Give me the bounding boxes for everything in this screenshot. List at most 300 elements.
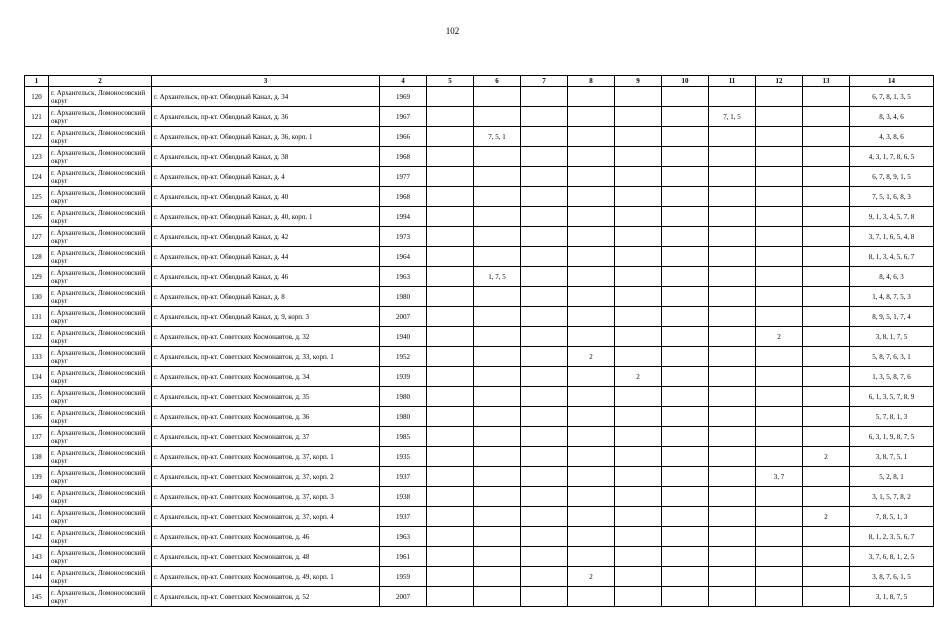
col13-cell: [803, 527, 850, 547]
col9-cell: [615, 207, 662, 227]
address-cell: г. Архангельск, пр-кт. Советских Космонавтов, д. 37, корп. 1: [152, 447, 380, 467]
col12-cell: [756, 127, 803, 147]
col9-cell: [615, 527, 662, 547]
col7-cell: [521, 507, 568, 527]
col6-cell: [474, 507, 521, 527]
table-row: [25, 407, 934, 427]
col7-cell: [521, 367, 568, 387]
column-header: 4: [380, 76, 427, 87]
table-row: [25, 307, 934, 327]
address-cell: г. Архангельск, пр-кт. Советских Космонавтов, д. 48: [152, 547, 380, 567]
year-cell: 1977: [380, 167, 427, 187]
col5-cell: [427, 447, 474, 467]
year-cell: 1938: [380, 487, 427, 507]
col10-cell: [662, 187, 709, 207]
col10-cell: [662, 247, 709, 267]
address-cell: г. Архангельск, пр-кт. Обводный Канал, д. 38: [152, 147, 380, 167]
address-cell: г. Архангельск, пр-кт. Советских Космонавтов, д. 35: [152, 387, 380, 407]
col8-cell: [568, 387, 615, 407]
col8-cell: [568, 107, 615, 127]
address-cell: г. Архангельск, пр-кт. Обводный Канал, д. 44: [152, 247, 380, 267]
col5-cell: [427, 507, 474, 527]
col5-cell: [427, 387, 474, 407]
table-row: [25, 447, 934, 467]
row-number-cell: 138: [25, 447, 49, 467]
col7-cell: [521, 427, 568, 447]
municipality-cell: г. Архангельск, Ломоносовский округ: [49, 147, 152, 167]
col13-cell: [803, 467, 850, 487]
col14-cell: 3, 8, 7, 5, 1: [850, 447, 934, 467]
col10-cell: [662, 307, 709, 327]
col10-cell: [662, 147, 709, 167]
municipality-cell: г. Архангельск, Ломоносовский округ: [49, 127, 152, 147]
col14-cell: 5, 7, 8, 1, 3: [850, 407, 934, 427]
year-cell: 1966: [380, 127, 427, 147]
col10-cell: [662, 427, 709, 447]
col8-cell: [568, 147, 615, 167]
col12-cell: [756, 547, 803, 567]
col13-cell: [803, 187, 850, 207]
col13-cell: [803, 127, 850, 147]
col8-cell: [568, 307, 615, 327]
col14-cell: 8, 1, 3, 4, 5, 6, 7: [850, 247, 934, 267]
column-header: 8: [568, 76, 615, 87]
address-cell: г. Архангельск, пр-кт. Советских Космонавтов, д. 33, корп. 1: [152, 347, 380, 367]
col5-cell: [427, 347, 474, 367]
table-row: [25, 547, 934, 567]
col13-cell: 2: [803, 507, 850, 527]
col8-cell: 2: [568, 347, 615, 367]
col5-cell: [427, 267, 474, 287]
col7-cell: [521, 187, 568, 207]
col12-cell: 3, 7: [756, 467, 803, 487]
municipality-cell: г. Архангельск, Ломоносовский округ: [49, 347, 152, 367]
col5-cell: [427, 207, 474, 227]
table-row: [25, 427, 934, 447]
municipality-cell: г. Архангельск, Ломоносовский округ: [49, 327, 152, 347]
col5-cell: [427, 227, 474, 247]
col10-cell: [662, 527, 709, 547]
table-row: [25, 247, 934, 267]
municipality-cell: г. Архангельск, Ломоносовский округ: [49, 547, 152, 567]
address-cell: г. Архангельск, пр-кт. Обводный Канал, д. 42: [152, 227, 380, 247]
col8-cell: [568, 327, 615, 347]
table-row: [25, 207, 934, 227]
col8-cell: [568, 427, 615, 447]
col11-cell: [709, 87, 756, 107]
table-row: [25, 187, 934, 207]
col5-cell: [427, 147, 474, 167]
col6-cell: [474, 327, 521, 347]
col13-cell: [803, 247, 850, 267]
col6-cell: [474, 187, 521, 207]
col12-cell: [756, 207, 803, 227]
municipality-cell: г. Архангельск, Ломоносовский округ: [49, 427, 152, 447]
col8-cell: [568, 227, 615, 247]
col7-cell: [521, 387, 568, 407]
year-cell: 1994: [380, 207, 427, 227]
row-number-cell: 145: [25, 587, 49, 607]
col8-cell: 2: [568, 567, 615, 587]
col12-cell: [756, 107, 803, 127]
col9-cell: [615, 327, 662, 347]
year-cell: 1985: [380, 427, 427, 447]
address-cell: г. Архангельск, пр-кт. Обводный Канал, д. 40, корп. 1: [152, 207, 380, 227]
col13-cell: [803, 287, 850, 307]
col14-cell: 5, 8, 7, 6, 3, 1: [850, 347, 934, 367]
col5-cell: [427, 127, 474, 147]
col12-cell: [756, 527, 803, 547]
row-number-cell: 134: [25, 367, 49, 387]
col10-cell: [662, 287, 709, 307]
col9-cell: [615, 507, 662, 527]
table-row: [25, 347, 934, 367]
year-cell: 1968: [380, 187, 427, 207]
col9-cell: [615, 567, 662, 587]
col14-cell: 9, 1, 3, 4, 5, 7, 8: [850, 207, 934, 227]
year-cell: 2007: [380, 587, 427, 607]
row-number-cell: 126: [25, 207, 49, 227]
address-cell: г. Архангельск, пр-кт. Советских Космонавтов, д. 34: [152, 367, 380, 387]
col10-cell: [662, 387, 709, 407]
col6-cell: [474, 147, 521, 167]
col11-cell: [709, 327, 756, 347]
col8-cell: [568, 507, 615, 527]
col14-cell: 1, 3, 5, 8, 7, 6: [850, 367, 934, 387]
col11-cell: [709, 587, 756, 607]
col9-cell: 2: [615, 367, 662, 387]
col14-cell: 8, 1, 2, 3, 5, 6, 7: [850, 527, 934, 547]
col14-cell: 6, 7, 8, 9, 1, 5: [850, 167, 934, 187]
col10-cell: [662, 467, 709, 487]
col10-cell: [662, 267, 709, 287]
col7-cell: [521, 447, 568, 467]
col9-cell: [615, 287, 662, 307]
col7-cell: [521, 587, 568, 607]
row-number-cell: 121: [25, 107, 49, 127]
municipality-cell: г. Архангельск, Ломоносовский округ: [49, 207, 152, 227]
col13-cell: [803, 367, 850, 387]
col8-cell: [568, 267, 615, 287]
year-cell: 1980: [380, 287, 427, 307]
col11-cell: [709, 547, 756, 567]
col12-cell: [756, 227, 803, 247]
municipality-cell: г. Архангельск, Ломоносовский округ: [49, 187, 152, 207]
column-header: 11: [709, 76, 756, 87]
col5-cell: [427, 247, 474, 267]
col7-cell: [521, 87, 568, 107]
col14-cell: 5, 2, 8, 1: [850, 467, 934, 487]
address-cell: г. Архангельск, пр-кт. Обводный Канал, д. 4: [152, 167, 380, 187]
col7-cell: [521, 107, 568, 127]
col12-cell: [756, 367, 803, 387]
col7-cell: [521, 327, 568, 347]
col10-cell: [662, 167, 709, 187]
col11-cell: [709, 427, 756, 447]
col7-cell: [521, 347, 568, 367]
col7-cell: [521, 147, 568, 167]
column-header: 7: [521, 76, 568, 87]
municipality-cell: г. Архангельск, Ломоносовский округ: [49, 407, 152, 427]
col5-cell: [427, 587, 474, 607]
municipality-cell: г. Архангельск, Ломоносовский округ: [49, 87, 152, 107]
col13-cell: [803, 107, 850, 127]
address-cell: г. Архангельск, пр-кт. Советских Космонавтов, д. 37, корп. 3: [152, 487, 380, 507]
col13-cell: [803, 387, 850, 407]
row-number-cell: 133: [25, 347, 49, 367]
col10-cell: [662, 547, 709, 567]
address-cell: г. Архангельск, пр-кт. Советских Космонавтов, д. 46: [152, 527, 380, 547]
col12-cell: [756, 427, 803, 447]
year-cell: 1952: [380, 347, 427, 367]
col14-cell: 3, 8, 7, 6, 1, 5: [850, 567, 934, 587]
col13-cell: [803, 587, 850, 607]
col13-cell: [803, 207, 850, 227]
col9-cell: [615, 187, 662, 207]
col14-cell: 8, 3, 4, 6: [850, 107, 934, 127]
col12-cell: [756, 407, 803, 427]
table-row: [25, 507, 934, 527]
col7-cell: [521, 227, 568, 247]
col6-cell: [474, 247, 521, 267]
municipality-cell: г. Архангельск, Ломоносовский округ: [49, 487, 152, 507]
col9-cell: [615, 247, 662, 267]
row-number-cell: 135: [25, 387, 49, 407]
address-cell: г. Архангельск, пр-кт. Обводный Канал, д. 8: [152, 287, 380, 307]
address-cell: г. Архангельск, пр-кт. Советских Космонавтов, д. 37, корп. 4: [152, 507, 380, 527]
col5-cell: [427, 367, 474, 387]
col9-cell: [615, 547, 662, 567]
row-number-cell: 142: [25, 527, 49, 547]
col5-cell: [427, 107, 474, 127]
col5-cell: [427, 427, 474, 447]
col6-cell: [474, 107, 521, 127]
col11-cell: [709, 247, 756, 267]
col7-cell: [521, 527, 568, 547]
col14-cell: 4, 3, 8, 6: [850, 127, 934, 147]
year-cell: 1967: [380, 107, 427, 127]
column-header: 14: [850, 76, 934, 87]
year-cell: 1980: [380, 407, 427, 427]
col11-cell: [709, 207, 756, 227]
municipality-cell: г. Архангельск, Ломоносовский округ: [49, 367, 152, 387]
row-number-cell: 127: [25, 227, 49, 247]
col9-cell: [615, 227, 662, 247]
col9-cell: [615, 347, 662, 367]
col11-cell: [709, 467, 756, 487]
col13-cell: [803, 327, 850, 347]
col7-cell: [521, 487, 568, 507]
address-cell: г. Архангельск, пр-кт. Советских Космонавтов, д. 37: [152, 427, 380, 447]
col7-cell: [521, 207, 568, 227]
row-number-cell: 132: [25, 327, 49, 347]
col8-cell: [568, 87, 615, 107]
col11-cell: [709, 567, 756, 587]
table-row: [25, 567, 934, 587]
municipality-cell: г. Архангельск, Ломоносовский округ: [49, 567, 152, 587]
col6-cell: [474, 287, 521, 307]
col9-cell: [615, 447, 662, 467]
col11-cell: [709, 227, 756, 247]
year-cell: 1939: [380, 367, 427, 387]
col13-cell: [803, 547, 850, 567]
row-number-cell: 143: [25, 547, 49, 567]
column-header: 3: [152, 76, 380, 87]
col10-cell: [662, 107, 709, 127]
row-number-cell: 130: [25, 287, 49, 307]
table-row: [25, 327, 934, 347]
col5-cell: [427, 307, 474, 327]
col13-cell: [803, 267, 850, 287]
col8-cell: [568, 547, 615, 567]
col11-cell: [709, 387, 756, 407]
table-row: [25, 167, 934, 187]
address-cell: г. Архангельск, пр-кт. Обводный Канал, д. 34: [152, 87, 380, 107]
col7-cell: [521, 547, 568, 567]
col10-cell: [662, 447, 709, 467]
year-cell: 1963: [380, 527, 427, 547]
col5-cell: [427, 87, 474, 107]
col11-cell: [709, 407, 756, 427]
col6-cell: [474, 167, 521, 187]
year-cell: 1973: [380, 227, 427, 247]
address-cell: г. Архангельск, пр-кт. Советских Космонавтов, д. 32: [152, 327, 380, 347]
table-row: [25, 267, 934, 287]
year-cell: 1963: [380, 267, 427, 287]
table-row: [25, 287, 934, 307]
col5-cell: [427, 487, 474, 507]
address-cell: г. Архангельск, пр-кт. Советских Космонавтов, д. 37, корп. 2: [152, 467, 380, 487]
col7-cell: [521, 307, 568, 327]
col10-cell: [662, 487, 709, 507]
column-header: 13: [803, 76, 850, 87]
col9-cell: [615, 147, 662, 167]
row-number-cell: 137: [25, 427, 49, 447]
row-number-cell: 141: [25, 507, 49, 527]
col14-cell: 6, 3, 1, 9, 8, 7, 5: [850, 427, 934, 447]
year-cell: 1969: [380, 87, 427, 107]
col5-cell: [427, 287, 474, 307]
col6-cell: 1, 7, 5: [474, 267, 521, 287]
col13-cell: [803, 227, 850, 247]
col8-cell: [568, 447, 615, 467]
col6-cell: [474, 427, 521, 447]
col5-cell: [427, 327, 474, 347]
row-number-cell: 136: [25, 407, 49, 427]
column-header: 10: [662, 76, 709, 87]
col12-cell: [756, 247, 803, 267]
table-row: [25, 367, 934, 387]
col6-cell: [474, 227, 521, 247]
column-header: 5: [427, 76, 474, 87]
column-header: 9: [615, 76, 662, 87]
col11-cell: [709, 487, 756, 507]
col6-cell: [474, 87, 521, 107]
col11-cell: [709, 307, 756, 327]
col6-cell: [474, 347, 521, 367]
table-body: [25, 87, 934, 607]
col9-cell: [615, 387, 662, 407]
col6-cell: [474, 387, 521, 407]
col14-cell: 3, 8, 1, 7, 5: [850, 327, 934, 347]
municipality-cell: г. Архангельск, Ломоносовский округ: [49, 527, 152, 547]
row-number-cell: 123: [25, 147, 49, 167]
page-number: 102: [445, 26, 460, 36]
col14-cell: 6, 1, 3, 5, 7, 8, 9: [850, 387, 934, 407]
col6-cell: 7, 5, 1: [474, 127, 521, 147]
col7-cell: [521, 407, 568, 427]
col9-cell: [615, 87, 662, 107]
col12-cell: [756, 347, 803, 367]
col13-cell: [803, 307, 850, 327]
col12-cell: [756, 587, 803, 607]
col6-cell: [474, 307, 521, 327]
col12-cell: [756, 187, 803, 207]
col13-cell: [803, 147, 850, 167]
col8-cell: [568, 367, 615, 387]
row-number-cell: 131: [25, 307, 49, 327]
col8-cell: [568, 587, 615, 607]
column-header: 2: [49, 76, 152, 87]
col9-cell: [615, 307, 662, 327]
municipality-cell: г. Архангельск, Ломоносовский округ: [49, 267, 152, 287]
col5-cell: [427, 167, 474, 187]
col10-cell: [662, 87, 709, 107]
col6-cell: [474, 207, 521, 227]
table-row: [25, 467, 934, 487]
col5-cell: [427, 187, 474, 207]
row-number-cell: 139: [25, 467, 49, 487]
col8-cell: [568, 527, 615, 547]
col11-cell: 7, 1, 5: [709, 107, 756, 127]
col11-cell: [709, 167, 756, 187]
year-cell: 1937: [380, 507, 427, 527]
table-row: [25, 107, 934, 127]
row-number-cell: 144: [25, 567, 49, 587]
municipality-cell: г. Архангельск, Ломоносовский округ: [49, 507, 152, 527]
col6-cell: [474, 467, 521, 487]
col13-cell: [803, 427, 850, 447]
col13-cell: [803, 167, 850, 187]
col10-cell: [662, 207, 709, 227]
col11-cell: [709, 187, 756, 207]
municipality-cell: г. Архангельск, Ломоносовский округ: [49, 287, 152, 307]
municipality-cell: г. Архангельск, Ломоносовский округ: [49, 307, 152, 327]
col10-cell: [662, 367, 709, 387]
year-cell: 1961: [380, 547, 427, 567]
col14-cell: 1, 4, 8, 7, 5, 3: [850, 287, 934, 307]
year-cell: 1968: [380, 147, 427, 167]
col12-cell: [756, 307, 803, 327]
col14-cell: 3, 7, 1, 6, 5, 4, 8: [850, 227, 934, 247]
col14-cell: 8, 9, 5, 1, 7, 4: [850, 307, 934, 327]
col5-cell: [427, 567, 474, 587]
row-number-cell: 128: [25, 247, 49, 267]
col7-cell: [521, 287, 568, 307]
col12-cell: [756, 387, 803, 407]
row-number-cell: 125: [25, 187, 49, 207]
row-number-cell: 129: [25, 267, 49, 287]
col10-cell: [662, 127, 709, 147]
col13-cell: [803, 347, 850, 367]
col11-cell: [709, 287, 756, 307]
col6-cell: [474, 447, 521, 467]
col9-cell: [615, 487, 662, 507]
col12-cell: [756, 167, 803, 187]
col12-cell: [756, 267, 803, 287]
col14-cell: 8, 4, 6, 3: [850, 267, 934, 287]
col7-cell: [521, 167, 568, 187]
